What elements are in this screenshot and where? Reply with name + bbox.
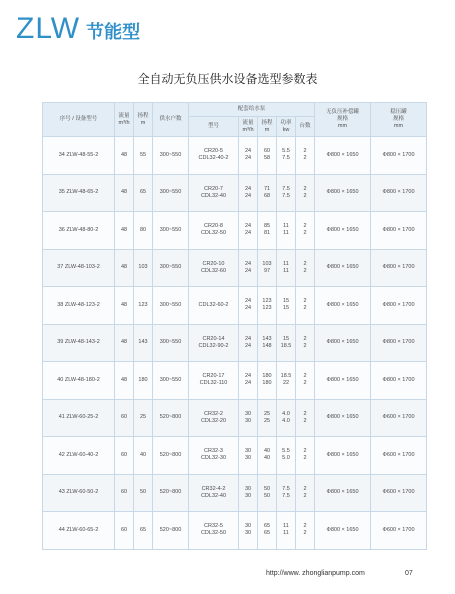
header-pump-power: 功率 kw: [277, 117, 296, 137]
cell-pump-head-value: 143: [262, 335, 272, 342]
header-supply: 供水户数: [153, 103, 189, 137]
document-title: 全自动无负压供水设备选型参数表: [137, 72, 318, 86]
cell-model: 40 ZLW-48-180-2: [43, 362, 115, 400]
cell-pump-flow-value: 30: [244, 417, 252, 424]
cell-pump-flow-value: 24: [244, 155, 252, 162]
cell-pump-power-value: 15: [282, 298, 290, 305]
cell-qty-value: 2: [303, 380, 307, 387]
cell-stabilizer: Φ600 × 1700: [371, 399, 427, 437]
cell-stabilizer: Φ600 × 1700: [371, 474, 427, 512]
cell-qty-value: 2: [303, 342, 307, 349]
cell-pump-model-value: CDL32-30: [200, 455, 227, 462]
cell-pump-model-value: CR20-7: [204, 185, 223, 192]
cell-pump-model: [189, 399, 239, 437]
cell-head: 55: [134, 137, 153, 175]
header-pump-head: 扬程 m: [258, 117, 277, 137]
cell-pump-model-value: CDL32-40-2: [198, 155, 229, 162]
cell-pump-model-value: CR32-2: [204, 410, 223, 417]
table-row: [43, 287, 427, 325]
cell-pump-flow-value: 30: [244, 492, 252, 499]
table-row: [43, 399, 427, 437]
cell-pump-model-value: CDL32-60-2: [198, 301, 229, 308]
cell-pump-power: [277, 249, 296, 287]
page-number: 07: [405, 570, 413, 577]
cell-pump-power-value: 5.5: [282, 448, 290, 455]
cell-pump-model-value: CR20-5: [204, 148, 223, 155]
cell-pump-flow-value: 30: [244, 410, 252, 417]
cell-pump-model-value: CDL32-110: [199, 380, 228, 387]
cell-model: 34 ZLW-48-55-2: [43, 137, 115, 175]
header-pump-group: 配套给水泵: [189, 103, 315, 117]
cell-pump-power-value: 4.0: [282, 410, 290, 417]
cell-pump-flow-value: 30: [244, 485, 252, 492]
cell-model: 37 ZLW-48-103-2: [43, 249, 115, 287]
cell-pump-flow-value: 24: [244, 260, 252, 267]
cell-pump-model: [189, 437, 239, 475]
cell-head: 180: [134, 362, 153, 400]
cell-model: 43 ZLW-60-50-2: [43, 474, 115, 512]
cell-qty-value: 2: [303, 410, 307, 417]
cell-supply: 300~550: [153, 287, 189, 325]
cell-pump-flow: [239, 249, 258, 287]
cell-supply: 300~550: [153, 362, 189, 400]
cell-qty-value: 2: [303, 148, 307, 155]
cell-pump-power-value: 7.5: [282, 192, 290, 199]
cell-pump-power-value: 11: [283, 230, 289, 237]
cell-supply: 520~800: [153, 437, 189, 475]
cell-pump-power-value: 15: [282, 305, 290, 312]
cell-pump-flow: [239, 174, 258, 212]
cell-stabilizer: Φ800 × 1700: [371, 249, 427, 287]
cell-tank: Φ800 × 1650: [315, 437, 371, 475]
cell-pump-power-value: 11: [283, 260, 289, 267]
table-row: [43, 137, 427, 175]
cell-pump-power: [277, 174, 296, 212]
cell-stabilizer: Φ600 × 1700: [371, 512, 427, 550]
cell-pump-head: [258, 249, 277, 287]
cell-pump-head: [258, 362, 277, 400]
cell-pump-power-value: 4.0: [282, 417, 290, 424]
cell-pump-head-value: 50: [263, 492, 271, 499]
cell-flow: 48: [115, 212, 134, 250]
cell-pump-flow-value: 24: [244, 380, 252, 387]
cell-pump-flow-value: 30: [244, 530, 252, 537]
cell-pump-power: [277, 474, 296, 512]
brand-type: 节能型: [86, 22, 141, 43]
cell-head: 123: [134, 287, 153, 325]
cell-model: 44 ZLW-60-65-2: [43, 512, 115, 550]
cell-pump-power: [277, 437, 296, 475]
cell-pump-flow-value: 24: [244, 223, 252, 230]
cell-qty: [296, 474, 315, 512]
header-pump-model: 型号: [189, 117, 239, 137]
cell-qty-value: 2: [303, 267, 307, 274]
cell-pump-flow-value: 24: [244, 192, 252, 199]
cell-pump-flow-value: 24: [244, 342, 252, 349]
header-model: 序号 / 设备型号: [43, 103, 115, 137]
cell-pump-power: [277, 362, 296, 400]
cell-pump-model: [189, 512, 239, 550]
cell-flow: 48: [115, 249, 134, 287]
cell-pump-head: [258, 399, 277, 437]
cell-qty-value: 2: [303, 260, 307, 267]
cell-pump-model-value: CDL32-20: [200, 417, 227, 424]
cell-qty: [296, 324, 315, 362]
cell-pump-head-value: 97: [263, 267, 271, 274]
cell-pump-model: [189, 287, 239, 325]
table-row: [43, 249, 427, 287]
cell-pump-power-value: 22: [282, 380, 290, 387]
cell-qty: [296, 249, 315, 287]
cell-supply: 520~800: [153, 399, 189, 437]
cell-stabilizer: Φ800 × 1700: [371, 212, 427, 250]
table-body: [43, 137, 427, 550]
cell-qty-value: 2: [303, 455, 307, 462]
cell-pump-flow: [239, 437, 258, 475]
cell-pump-power-value: 11: [283, 523, 289, 530]
cell-pump-power-value: 18.5: [280, 373, 292, 380]
cell-pump-flow: [239, 212, 258, 250]
cell-qty: [296, 212, 315, 250]
cell-pump-flow: [239, 137, 258, 175]
cell-pump-flow-value: 24: [244, 373, 252, 380]
cell-qty: [296, 137, 315, 175]
footer-url: http://www. zhonglianpump.com: [266, 570, 365, 577]
cell-pump-flow-value: 24: [244, 298, 252, 305]
cell-stabilizer: Φ800 × 1700: [371, 362, 427, 400]
cell-pump-head-value: 60: [263, 148, 271, 155]
cell-flow: 60: [115, 399, 134, 437]
cell-pump-flow-value: 24: [244, 148, 252, 155]
cell-qty: [296, 362, 315, 400]
cell-pump-head: [258, 174, 277, 212]
cell-pump-model-value: CDL32-40: [200, 192, 227, 199]
brand-code: ZLW: [16, 12, 81, 45]
cell-pump-power-value: 15: [282, 335, 290, 342]
cell-pump-head-value: 81: [263, 230, 271, 237]
cell-stabilizer: Φ800 × 1700: [371, 137, 427, 175]
cell-pump-head-value: 65: [263, 523, 271, 530]
cell-head: 80: [134, 212, 153, 250]
header-flow: 流量 m³/h: [115, 103, 134, 137]
cell-pump-power: [277, 324, 296, 362]
cell-pump-flow: [239, 474, 258, 512]
cell-model: 36 ZLW-48-80-2: [43, 212, 115, 250]
cell-qty: [296, 174, 315, 212]
cell-pump-model-value: CR20-14: [202, 335, 225, 342]
cell-tank: Φ800 × 1650: [315, 324, 371, 362]
cell-stabilizer: Φ800 × 1700: [371, 174, 427, 212]
cell-tank: Φ800 × 1650: [315, 362, 371, 400]
cell-pump-power-value: 7.5: [282, 492, 290, 499]
cell-pump-power: [277, 137, 296, 175]
cell-pump-head: [258, 474, 277, 512]
cell-pump-model-value: CR32-5: [204, 523, 223, 530]
table-row: [43, 174, 427, 212]
cell-flow: 48: [115, 324, 134, 362]
cell-qty-value: 2: [303, 185, 307, 192]
cell-pump-model-value: CR20-8: [204, 223, 223, 230]
cell-qty: [296, 399, 315, 437]
cell-pump-flow-value: 24: [244, 185, 252, 192]
table-row: [43, 474, 427, 512]
selection-table: [42, 102, 427, 550]
cell-pump-head-value: 50: [263, 485, 271, 492]
cell-pump-model-value: CR32-4-2: [201, 485, 226, 492]
cell-pump-head-value: 148: [262, 342, 272, 349]
cell-pump-flow: [239, 399, 258, 437]
cell-pump-head-value: 180: [262, 373, 272, 380]
cell-qty-value: 2: [303, 417, 307, 424]
cell-pump-head-value: 180: [262, 380, 272, 387]
cell-model: 35 ZLW-48-65-2: [43, 174, 115, 212]
cell-stabilizer: Φ800 × 1700: [371, 287, 427, 325]
cell-pump-power: [277, 287, 296, 325]
cell-pump-head-value: 68: [263, 192, 271, 199]
cell-pump-head: [258, 212, 277, 250]
header-tank: 无负压补偿罐 规格 mm: [315, 103, 371, 137]
cell-pump-model: [189, 474, 239, 512]
cell-qty-value: 2: [303, 485, 307, 492]
cell-tank: Φ800 × 1650: [315, 512, 371, 550]
cell-qty-value: 2: [303, 523, 307, 530]
cell-qty-value: 2: [303, 492, 307, 499]
cell-pump-model-value: CDL32-50: [200, 230, 227, 237]
cell-tank: Φ800 × 1650: [315, 249, 371, 287]
cell-pump-flow-value: 30: [244, 523, 252, 530]
cell-tank: Φ800 × 1650: [315, 399, 371, 437]
cell-pump-head-value: 103: [262, 260, 272, 267]
selection-table-wrap: [42, 102, 426, 550]
cell-pump-flow-value: 24: [244, 267, 252, 274]
cell-head: 25: [134, 399, 153, 437]
cell-pump-model-value: CDL32-90-2: [198, 342, 229, 349]
cell-pump-power-value: 5.0: [282, 455, 290, 462]
cell-pump-head: [258, 287, 277, 325]
cell-tank: Φ800 × 1650: [315, 474, 371, 512]
cell-pump-head-value: 123: [262, 298, 272, 305]
cell-pump-power-value: 5.5: [282, 148, 290, 155]
table-row: [43, 324, 427, 362]
cell-qty-value: 2: [303, 305, 307, 312]
cell-qty-value: 2: [303, 155, 307, 162]
cell-head: 40: [134, 437, 153, 475]
cell-head: 65: [134, 174, 153, 212]
cell-flow: 48: [115, 287, 134, 325]
cell-pump-model-value: CR20-10: [202, 260, 225, 267]
cell-pump-model: [189, 249, 239, 287]
cell-flow: 48: [115, 174, 134, 212]
cell-pump-model: [189, 137, 239, 175]
cell-pump-model: [189, 324, 239, 362]
cell-flow: 48: [115, 362, 134, 400]
cell-model: 39 ZLW-48-143-2: [43, 324, 115, 362]
cell-pump-model-value: CR20-17: [202, 373, 225, 380]
cell-pump-power: [277, 399, 296, 437]
cell-pump-power-value: 11: [283, 223, 289, 230]
cell-qty-value: 2: [303, 373, 307, 380]
cell-head: 143: [134, 324, 153, 362]
cell-model: 41 ZLW-60-25-2: [43, 399, 115, 437]
cell-pump-flow: [239, 512, 258, 550]
cell-pump-head-value: 85: [263, 223, 271, 230]
cell-supply: 300~550: [153, 137, 189, 175]
cell-pump-flow: [239, 324, 258, 362]
table-row: [43, 362, 427, 400]
cell-stabilizer: Φ600 × 1700: [371, 437, 427, 475]
header-pump-flow: 流量 m³/h: [239, 117, 258, 137]
cell-pump-head: [258, 512, 277, 550]
cell-qty-value: 2: [303, 335, 307, 342]
cell-tank: Φ800 × 1650: [315, 212, 371, 250]
table-row: [43, 512, 427, 550]
cell-head: 65: [134, 512, 153, 550]
cell-pump-head-value: 71: [263, 185, 271, 192]
cell-pump-power-value: 18.5: [280, 342, 292, 349]
cell-flow: 60: [115, 474, 134, 512]
cell-pump-flow: [239, 287, 258, 325]
cell-tank: Φ800 × 1650: [315, 137, 371, 175]
brand-header: [16, 12, 140, 46]
cell-pump-flow-value: 30: [244, 448, 252, 455]
table-row: [43, 212, 427, 250]
header-stabilizer: 稳压罐 规格 mm: [371, 103, 427, 137]
cell-pump-flow-value: 24: [244, 335, 252, 342]
cell-pump-power-value: 11: [283, 530, 289, 537]
cell-pump-head-value: 25: [263, 417, 271, 424]
cell-pump-power: [277, 212, 296, 250]
cell-supply: 520~800: [153, 512, 189, 550]
cell-pump-power-value: 11: [283, 267, 289, 274]
cell-pump-power-value: 7.5: [282, 485, 290, 492]
cell-pump-power-value: 7.5: [282, 185, 290, 192]
table-row: [43, 437, 427, 475]
cell-qty: [296, 512, 315, 550]
cell-pump-flow-value: 24: [244, 305, 252, 312]
cell-pump-model-value: CR32-3: [204, 448, 223, 455]
cell-supply: 300~550: [153, 249, 189, 287]
cell-model: 38 ZLW-48-123-2: [43, 287, 115, 325]
cell-pump-head: [258, 137, 277, 175]
cell-flow: 60: [115, 437, 134, 475]
cell-supply: 300~550: [153, 324, 189, 362]
cell-qty-value: 2: [303, 530, 307, 537]
cell-pump-flow: [239, 362, 258, 400]
cell-head: 103: [134, 249, 153, 287]
cell-flow: 60: [115, 512, 134, 550]
cell-supply: 300~550: [153, 174, 189, 212]
cell-qty-value: 2: [303, 448, 307, 455]
cell-pump-head-value: 123: [262, 305, 272, 312]
cell-pump-flow-value: 24: [244, 230, 252, 237]
cell-head: 50: [134, 474, 153, 512]
header-qty: 台数: [296, 117, 315, 137]
cell-qty-value: 2: [303, 298, 307, 305]
cell-pump-model: [189, 362, 239, 400]
cell-qty: [296, 437, 315, 475]
cell-qty-value: 2: [303, 192, 307, 199]
cell-qty-value: 2: [303, 223, 307, 230]
cell-model: 42 ZLW-60-40-2: [43, 437, 115, 475]
cell-pump-head-value: 25: [263, 410, 271, 417]
cell-pump-head: [258, 324, 277, 362]
cell-pump-power: [277, 512, 296, 550]
cell-pump-head: [258, 437, 277, 475]
cell-pump-model: [189, 174, 239, 212]
cell-pump-head-value: 40: [263, 448, 271, 455]
cell-pump-flow-value: 30: [244, 455, 252, 462]
cell-pump-power-value: 7.5: [282, 155, 290, 162]
cell-pump-model: [189, 212, 239, 250]
cell-tank: Φ800 × 1650: [315, 174, 371, 212]
cell-supply: 300~550: [153, 212, 189, 250]
cell-pump-model-value: CDL32-60: [200, 267, 227, 274]
cell-supply: 520~800: [153, 474, 189, 512]
cell-tank: Φ800 × 1650: [315, 287, 371, 325]
cell-pump-head-value: 65: [263, 530, 271, 537]
cell-pump-head-value: 40: [263, 455, 271, 462]
cell-flow: 48: [115, 137, 134, 175]
cell-stabilizer: Φ800 × 1700: [371, 324, 427, 362]
cell-pump-model-value: CDL32-40: [200, 492, 227, 499]
cell-pump-model-value: CDL32-50: [200, 530, 227, 537]
cell-qty: [296, 287, 315, 325]
cell-qty-value: 2: [303, 230, 307, 237]
header-head: 扬程 m: [134, 103, 153, 137]
cell-pump-head-value: 58: [263, 155, 271, 162]
